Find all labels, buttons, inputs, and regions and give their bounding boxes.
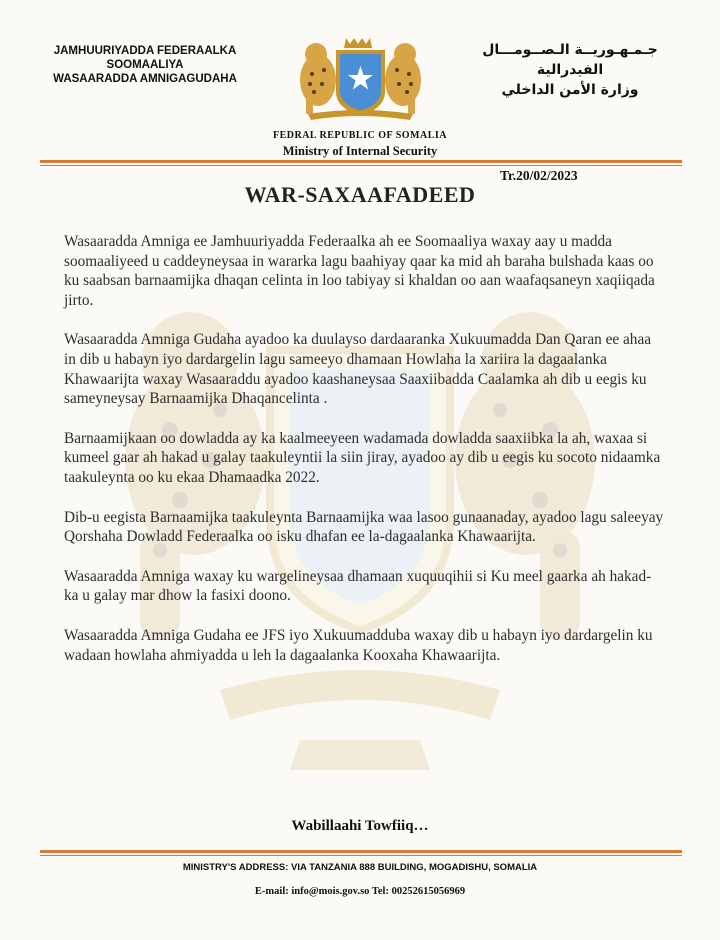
body-paragraph: Wasaaradda Amniga waxay ku wargelineysaa dhamaan xuquuqihii si Ku meel gaarka ah hakad-ka u galay mar dhow la fasixi doono. <box>64 567 652 605</box>
body-paragraph: Wasaaradda Amniga Gudaha ee JFS iyo Xukuumadduba waxay dib u habayn iyo dardargelin ku wadaan howlaha ahmiyadda u leh la dagaalanka Kooxaha Khawaarijta. <box>64 626 653 664</box>
header-arabic-block <box>460 40 680 100</box>
body-paragraph: Dib-u eegista Barnaamijka taakuleynta Barnaamijka waa lasoo gunaanaday, ayadoo lagu saleeyay Qorshaha Dowladd Federaalka oo isku dhafan ee la-dagaalanka Khawaarijta. <box>64 508 664 546</box>
body-paragraph: Barnaamijkaan oo dowladda ay ka kaalmeeyeen wadamada dowladda saaxiibka la ah, waxaa si kumeel gaar ah hakad u galay taakuleyntii la siin jiray, ayadoo ay dib u eegis ku socoto nidaamka taakuleynta oo ku ekaa Dhamaadka 2022. <box>64 429 661 486</box>
header-arabic-line1: جـمـهـوريــة الـصــومـــال الفيدرالية <box>482 42 658 78</box>
body-paragraph: Wasaaradda Amniga Gudaha ayadoo ka duulayso dardaaranka Xukuumadda Dan Qaran ee ahaa in dib u habayn iyo dardargelin lagu sameeyo dhamaan Howlaha la xariira la dagaalanka Khawaarijta waxay Wasaaraddu ayadoo kaashaneysaa Saaxiibadda Caalamka ah dib u eegis ku sameyneysay Barnaamijka Dhaqancelinta . <box>64 331 652 408</box>
somalia-coat-of-arms-icon <box>288 34 433 122</box>
header-arabic-line2: وزارة الأمن الداخلي <box>501 82 639 98</box>
header-somali-line3: WASAARADDA AMNIGAGUDAHA <box>53 73 237 85</box>
signoff: Wabillaahi Towfiiq… <box>291 818 429 834</box>
footer-contact: E-mail: info@mois.gov.so Tel: 00252615056969 <box>254 886 466 897</box>
footer-divider <box>40 850 682 856</box>
document-title: WAR-SAXAAFADEED <box>244 182 476 207</box>
header-english-republic: FEDRAL REPUBLIC OF SOMALIA <box>272 130 448 141</box>
footer-address: MINISTRY'S ADDRESS: VIA TANZANIA 888 BUILDING, MOGADISHU, SOMALIA <box>182 862 538 873</box>
header-somali-line1: JAMHUURIYADDA FEDERAALKA <box>53 45 237 57</box>
header-somali-line2: SOOMAALIYA <box>106 59 184 71</box>
header-divider <box>40 160 682 166</box>
header-somali-block <box>40 44 250 86</box>
document-date: Tr.20/02/2023 <box>500 168 578 183</box>
document-body <box>64 232 664 685</box>
body-paragraph: Wasaaradda Amniga ee Jamhuuriyadda Federaalka ah ee Soomaaliya waxay aay u madda soomaaliyeed u caddeyneysaa in wararka lagu baahiyay qaar ka mid ah baraha bulshada kaas oo ku saabsan barnaamijka dhaqan celinta in loo tabiyay si khaldan oo aan waafaqsaneyn xaqiiqada jirto. <box>64 233 655 309</box>
header-english-ministry: Ministry of Internal Security <box>282 144 438 158</box>
